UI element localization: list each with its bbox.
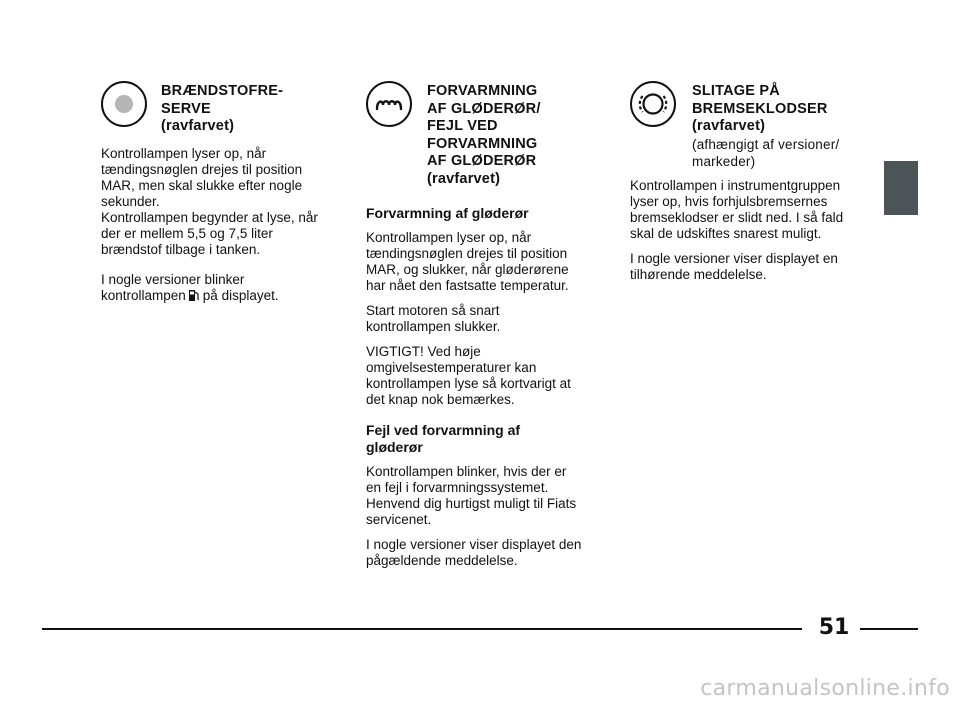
fuel-reserve-heading: BRÆNDSTOFRE- SERVE (ravfarvet)	[161, 83, 284, 134]
brake-pad-paragraph-1: Kontrollampen i instrumentgruppen lyser op, hvis forhjulsbremsernes bremseklodser er slidt ned. I så fald skal de udskiftes snarest muligt.	[630, 178, 844, 241]
brake-pad-warning-icon	[630, 81, 676, 127]
brake-pad-text	[630, 178, 880, 292]
brake-pad-heading-title: SLITAGE PÅ BREMSEKLODSER (ravfarvet)	[692, 83, 828, 134]
glow-plug-heading: FORVARMNING AF GLØDERØR/ FEJL VED FORVARMNING AF GLØDERØR (ravfarvet)	[427, 83, 541, 187]
glow-plug-paragraph-5: I nogle versioner viser displayet den pågældende meddelelse.	[366, 537, 582, 568]
fuel-reserve-warning-icon	[101, 81, 147, 127]
footer-rule-right	[860, 628, 918, 630]
amber-dot-warning-icon	[103, 83, 145, 125]
page-number: 51	[818, 615, 850, 640]
section-tab-marker	[884, 161, 918, 215]
glow-plug-paragraph-1: Kontrollampen lyser op, når tændingsnøglen drejes til position MAR, og slukker, når gløderørene har nået den fastsatte temperatur.	[366, 230, 569, 293]
glow-plug-paragraph-3: VIGTIGT! Ved høje omgivelsestemperaturer kan kontrollampen lyse så kortvarigt at det knap nok bemærkes.	[366, 344, 571, 407]
footer-rule-left	[42, 628, 802, 630]
fuel-reserve-paragraph-2-end: på displayet.	[202, 288, 279, 303]
fuel-pump-icon	[188, 288, 200, 302]
brake-pad-heading	[692, 83, 839, 170]
brake-pad-paragraph-2: I nogle versioner viser displayet en tilhørende meddelelse.	[630, 251, 838, 282]
glow-plug-subheading-preheat: Forvarmning af gløderør	[366, 205, 529, 221]
glow-plug-warning-icon	[366, 81, 412, 127]
fuel-reserve-paragraph-2-start: I nogle versioner blinker kontrollampen	[101, 272, 245, 303]
glow-plug-paragraph-4: Kontrollampen blinker, hvis der er en fejl i forvarmningssystemet. Henvend dig hurtigst muligt til Fiats servicenet.	[366, 464, 577, 527]
fuel-reserve-text	[101, 146, 341, 313]
glow-plug-subheading-fault: Fejl ved forvarmning af gløderør	[366, 422, 521, 455]
glow-plug-text	[366, 205, 606, 578]
fuel-reserve-paragraph-1: Kontrollampen lyser op, når tændingsnøglen drejes til position MAR, men skal slukke efter nogle sekunder. Kontrollampen begynder at lyse, når der er mellem 5,5 og 7,5 liter brændstof tilbage i tanken.	[101, 146, 318, 257]
glow-plug-paragraph-2: Start motoren så snart kontrollampen slukker.	[366, 303, 501, 334]
brake-pad-version-note: (afhængigt af versioner/ markeder)	[692, 136, 840, 169]
brake-pad-wear-icon	[632, 83, 674, 125]
watermark: carmanualsonline.info	[700, 676, 950, 701]
fuel-reserve-paragraph-2	[101, 272, 341, 304]
glow-plug-coil-icon	[368, 83, 410, 125]
